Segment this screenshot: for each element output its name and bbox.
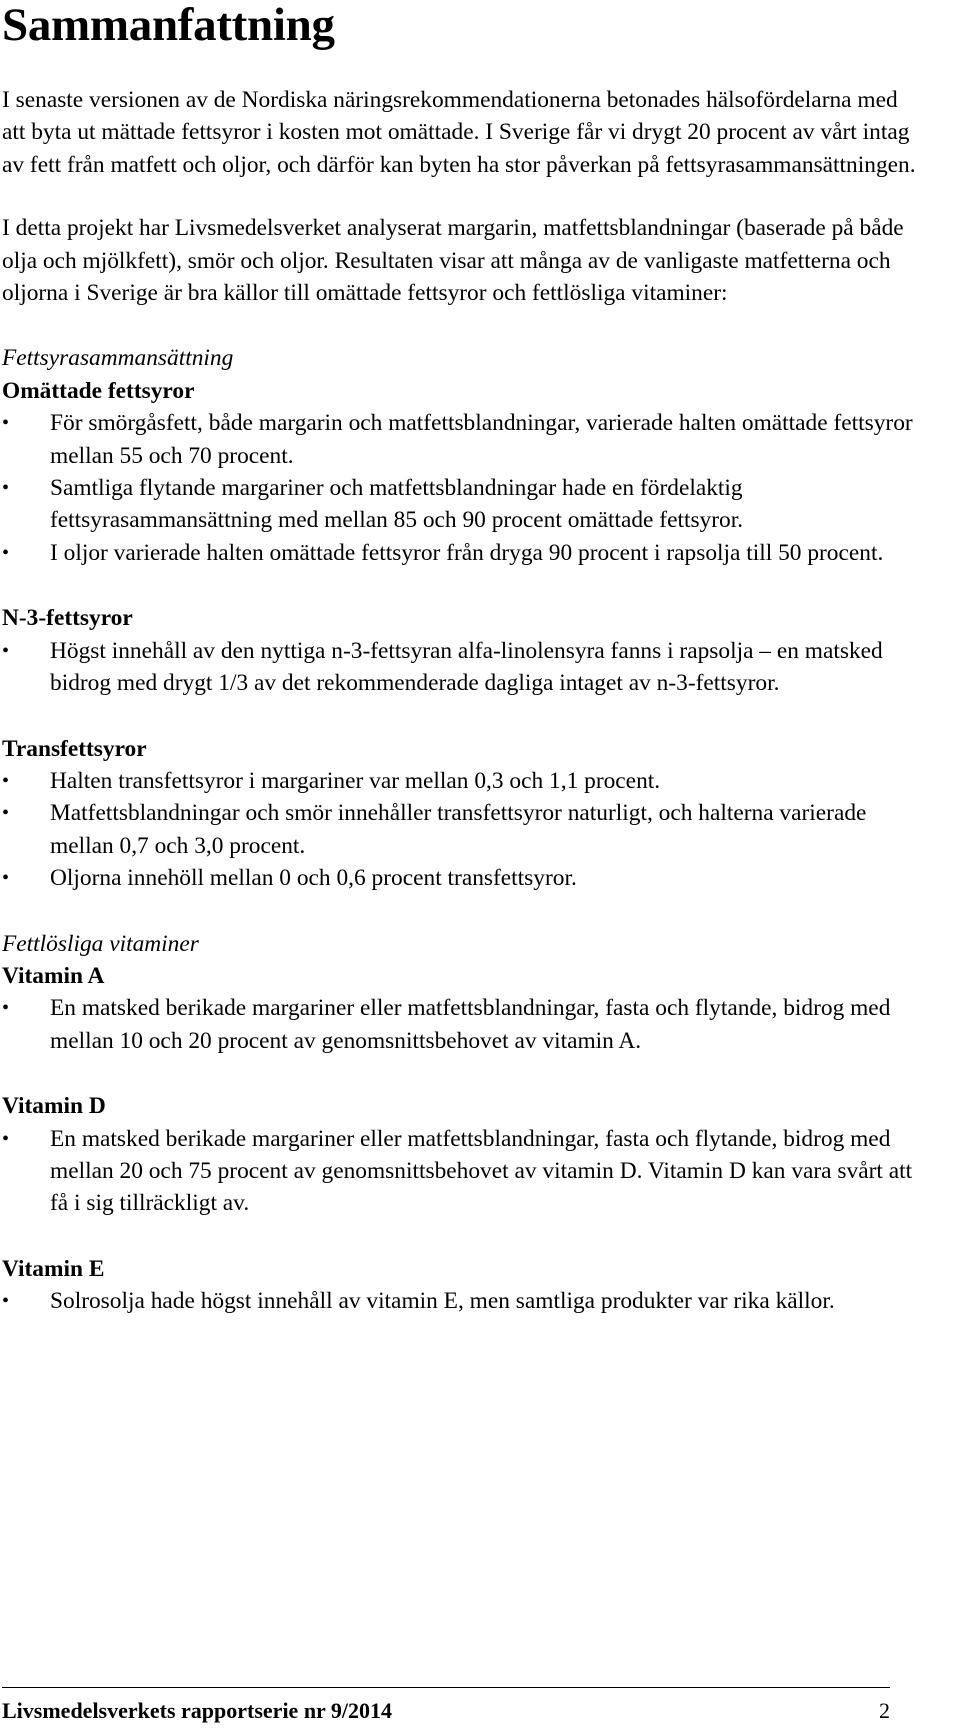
subheading-trans-fatty-acids: Transfettsyror [2, 735, 147, 762]
list-item: • En matsked berikade margariner eller matfettsblandningar, fasta och flytande, bidrog med mellan 10 och 20 procent av genomsnittsbehovet av vitamin A. [2, 992, 922, 1057]
page-title: Sammanfattning [2, 0, 335, 51]
list-item: • Solrosolja hade högst innehåll av vitamin E, men samtliga produkter var rika källor. [2, 1285, 922, 1317]
bullet-icon: • [2, 1127, 10, 1150]
bullet-icon: • [2, 867, 10, 890]
subheading-vitamin-e: Vitamin E [2, 1255, 105, 1282]
list-item: • I oljor varierade halten omättade fettsyror från dryga 90 procent i rapsolja till 50 procent. [2, 537, 922, 569]
list-item: • Samtliga flytande margariner och matfettsblandningar hade en fördelaktig fettsyrasammansättning med mellan 85 och 90 procent omättade fettsyror. [2, 472, 922, 537]
bullet-list-trans [2, 765, 922, 895]
bullet-icon: • [2, 541, 10, 564]
list-item: • För smörgåsfett, både margarin och matfettsblandningar, varierade halten omättade fettsyror mellan 55 och 70 procent. [2, 407, 922, 472]
section-heading-fatty-acid-composition: Fettsyrasammansättning [2, 345, 234, 372]
bullet-list-vitamin-e [2, 1285, 922, 1317]
bullet-list-n3 [2, 635, 922, 700]
list-item: • En matsked berikade margariner eller matfettsblandningar, fasta och flytande, bidrog med mellan 20 och 75 procent av genomsnittsbehovet av vitamin D. Vitamin D kan vara svårt att få i sig tillräckligt av. [2, 1123, 922, 1220]
bullet-icon: • [2, 1290, 10, 1313]
list-item: • Matfettsblandningar och smör innehåller transfettsyror naturligt, och halterna varierade mellan 0,7 och 3,0 procent. [2, 797, 922, 862]
intro-paragraph-1: I senaste versionen av de Nordiska näringsrekommendationerna betonades hälsofördelarna med att byta ut mättade fettsyror i kosten mot omättade. I Sverige får vi drygt 20 procent av vårt intag av fett från matfett och oljor, och därför kan byten ha stor påverkan på fettsyrasammansättningen. [2, 87, 916, 178]
list-item: • Högst innehåll av den nyttiga n-3-fettsyran alfa-linolensyra fanns i rapsolja – en matsked bidrog med drygt 1/3 av det rekommenderade dagliga intaget av n-3-fettsyror. [2, 635, 922, 700]
page-footer [2, 1687, 890, 1725]
section-heading-fat-soluble-vitamins: Fettlösliga vitaminer [2, 930, 199, 957]
subheading-unsaturated-fatty-acids: Omättade fettsyror [2, 377, 195, 404]
bullet-icon: • [2, 802, 10, 825]
subheading-vitamin-d: Vitamin D [2, 1093, 106, 1120]
intro-paragraph-2: I detta projekt har Livsmedelsverket analyserat margarin, matfettsblandningar (baserade på både olja och mjölkfett), smör och oljor. Resultaten visar att många av de vanligaste matfetterna och oljorna i Sverige är bra källor till omättade fettsyror och fettlösliga vitaminer: [2, 215, 904, 307]
list-item: • Halten transfettsyror i margariner var mellan 0,3 och 1,1 procent. [2, 765, 922, 797]
subheading-n3-fatty-acids: N-3-fettsyror [2, 605, 133, 632]
bullet-list-vitamin-a [2, 992, 922, 1057]
bullet-list-vitamin-d [2, 1123, 922, 1220]
bullet-icon: • [2, 997, 10, 1020]
bullet-icon: • [2, 412, 10, 435]
bullet-icon: • [2, 769, 10, 792]
subheading-vitamin-a: Vitamin A [2, 962, 105, 989]
page-number: 2 [879, 1698, 890, 1723]
bullet-list-unsaturated [2, 407, 922, 569]
bullet-icon: • [2, 639, 10, 662]
list-item: • Oljorna innehöll mellan 0 och 0,6 procent transfettsyror. [2, 862, 922, 894]
bullet-icon: • [2, 477, 10, 500]
report-series-label: Livsmedelsverkets rapportserie nr 9/2014 [2, 1698, 393, 1723]
document-page [2, 0, 922, 1318]
